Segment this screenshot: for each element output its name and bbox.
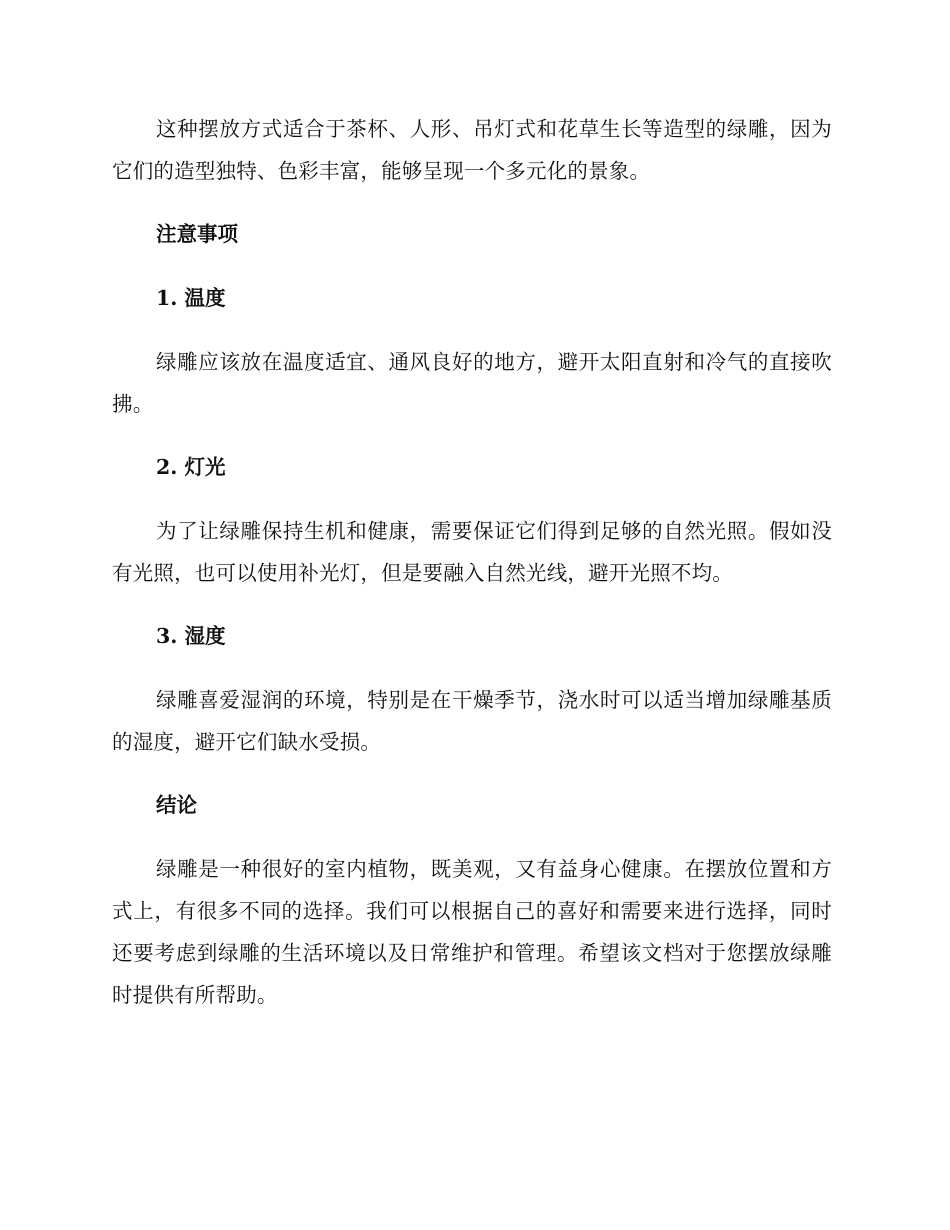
paragraph-lighting: 为了让绿雕保持生机和健康，需要保证它们得到足够的自然光照。假如没有光照，也可以使用补光灯，但是要融入自然光线，避开光照不均。: [112, 519, 832, 585]
paragraph-conclusion: 绿雕是一种很好的室内植物，既美观，又有益身心健康。在摆放位置和方式上，有很多不同的选择。我们可以根据自己的喜好和需要来进行选择，同时还要考虑到绿雕的生活环境以及日常维护和管理。希望该文档对于您摆放绿雕时提供有所帮助。: [112, 857, 832, 1007]
heading-humidity: 3. 湿度: [156, 624, 226, 648]
document-body: [112, 108, 832, 1037]
paragraph-display-style: 这种摆放方式适合于茶杯、人形、吊灯式和花草生长等造型的绿雕，因为它们的造型独特、色彩丰富，能够呈现一个多元化的景象。: [112, 117, 832, 183]
paragraph-humidity: 绿雕喜爱湿润的环境，特别是在干燥季节，浇水时可以适当增加绿雕基质的湿度，避开它们缺水受损。: [112, 688, 832, 754]
heading-temperature: 1. 温度: [156, 286, 226, 310]
paragraph-temperature: 绿雕应该放在温度适宜、通风良好的地方，避开太阳直射和冷气的直接吹拂。: [112, 350, 832, 416]
heading-lighting: 2. 灯光: [156, 455, 226, 479]
heading-precautions: 注意事项: [156, 222, 238, 246]
heading-conclusion: 结论: [156, 793, 197, 817]
